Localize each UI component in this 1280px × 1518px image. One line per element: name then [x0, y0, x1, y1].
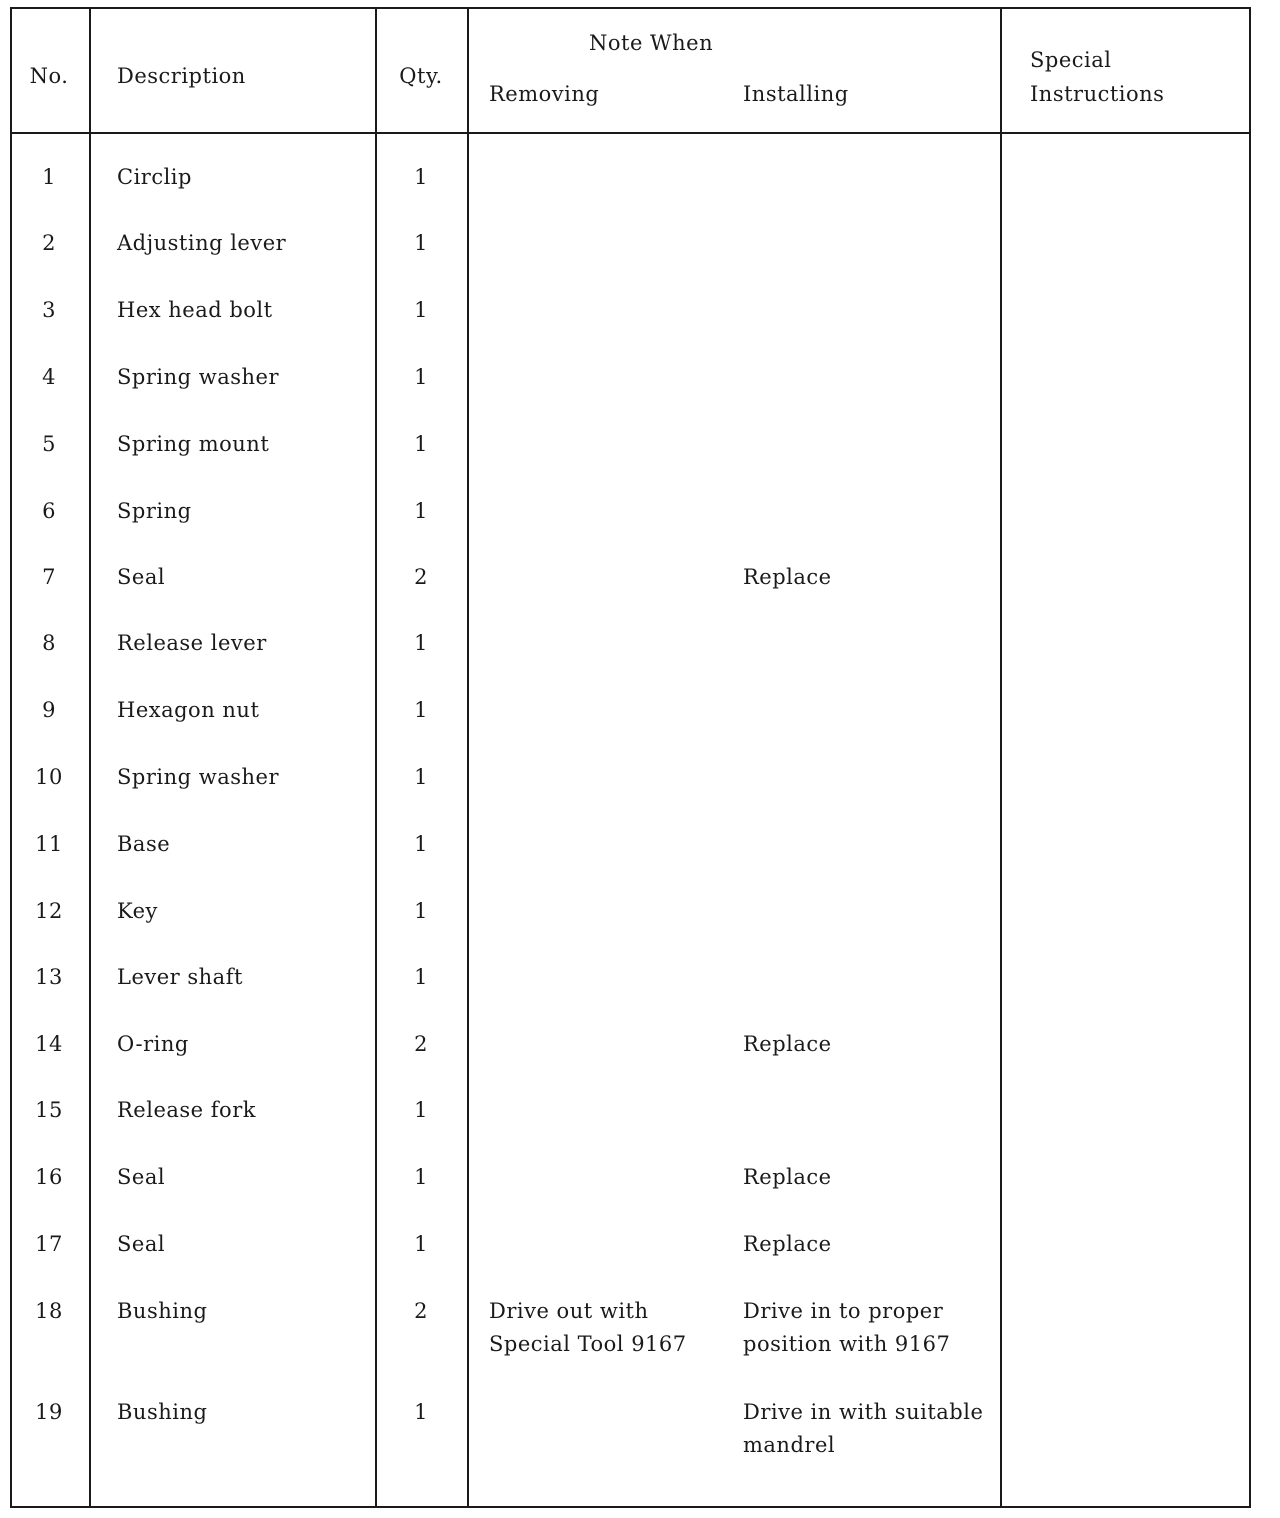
row-description: Seal: [117, 565, 166, 589]
row-qty: 1: [414, 499, 428, 523]
row-number: 1: [42, 165, 56, 189]
row-number: 4: [42, 365, 56, 389]
row-number: 12: [35, 899, 63, 923]
header-qty: Qty.: [399, 64, 443, 88]
header-installing: Installing: [743, 82, 849, 106]
row-description: Spring mount: [117, 432, 270, 456]
row-number: 3: [42, 298, 56, 322]
row-installing: Replace: [743, 1232, 832, 1256]
row-installing: Drive in with suitable: [743, 1400, 984, 1424]
header-special-line2: Instructions: [1030, 82, 1165, 106]
row-installing: position with 9167: [743, 1332, 951, 1356]
row-installing: Replace: [743, 1032, 832, 1056]
row-description: Spring washer: [117, 365, 279, 389]
row-description: Circlip: [117, 165, 192, 189]
row-qty: 1: [414, 965, 428, 989]
row-number: 19: [35, 1400, 63, 1424]
row-number: 11: [35, 832, 63, 856]
row-number: 6: [42, 499, 56, 523]
row-number: 8: [42, 631, 56, 655]
row-qty: 1: [414, 1165, 428, 1189]
column-divider: [1000, 7, 1002, 1508]
header-removing: Removing: [489, 82, 600, 106]
header-note-when: Note When: [589, 31, 714, 55]
header-description: Description: [117, 64, 246, 88]
header-special-line1: Special: [1030, 48, 1112, 72]
row-qty: 1: [414, 432, 428, 456]
column-divider: [375, 7, 377, 1508]
row-description: Release fork: [117, 1098, 256, 1122]
row-number: 18: [35, 1299, 63, 1323]
row-qty: 1: [414, 1400, 428, 1424]
row-qty: 1: [414, 1232, 428, 1256]
row-qty: 1: [414, 298, 428, 322]
row-description: Spring washer: [117, 765, 279, 789]
row-description: Release lever: [117, 631, 267, 655]
row-qty: 1: [414, 631, 428, 655]
row-removing: Special Tool 9167: [489, 1332, 687, 1356]
row-qty: 2: [414, 1032, 428, 1056]
row-number: 2: [42, 231, 56, 255]
row-number: 16: [35, 1165, 63, 1189]
row-number: 9: [42, 698, 56, 722]
row-qty: 1: [414, 365, 428, 389]
row-description: Hexagon nut: [117, 698, 260, 722]
row-description: Hex head bolt: [117, 298, 273, 322]
row-installing: Replace: [743, 1165, 832, 1189]
row-description: Base: [117, 832, 171, 856]
row-qty: 1: [414, 1098, 428, 1122]
header-no: No.: [29, 64, 69, 88]
row-description: Adjusting lever: [117, 231, 287, 255]
row-description: Lever shaft: [117, 965, 243, 989]
row-description: Key: [117, 899, 158, 923]
row-removing: Drive out with: [489, 1299, 649, 1323]
column-divider: [89, 7, 91, 1508]
column-divider: [467, 7, 469, 1508]
row-description: O-ring: [117, 1032, 189, 1056]
row-number: 14: [35, 1032, 63, 1056]
row-number: 7: [42, 565, 56, 589]
row-qty: 1: [414, 165, 428, 189]
row-description: Bushing: [117, 1299, 208, 1323]
row-installing: Replace: [743, 565, 832, 589]
row-number: 17: [35, 1232, 63, 1256]
row-qty: 1: [414, 832, 428, 856]
row-description: Bushing: [117, 1400, 208, 1424]
row-installing: mandrel: [743, 1433, 836, 1457]
row-number: 15: [35, 1098, 63, 1122]
row-qty: 1: [414, 698, 428, 722]
row-number: 10: [35, 765, 63, 789]
row-qty: 1: [414, 231, 428, 255]
row-number: 13: [35, 965, 63, 989]
row-description: Spring: [117, 499, 192, 523]
row-number: 5: [42, 432, 56, 456]
row-description: Seal: [117, 1165, 166, 1189]
row-description: Seal: [117, 1232, 166, 1256]
row-qty: 2: [414, 1299, 428, 1323]
row-qty: 1: [414, 765, 428, 789]
row-qty: 2: [414, 565, 428, 589]
row-qty: 1: [414, 899, 428, 923]
header-divider: [10, 132, 1251, 134]
row-installing: Drive in to proper: [743, 1299, 944, 1323]
